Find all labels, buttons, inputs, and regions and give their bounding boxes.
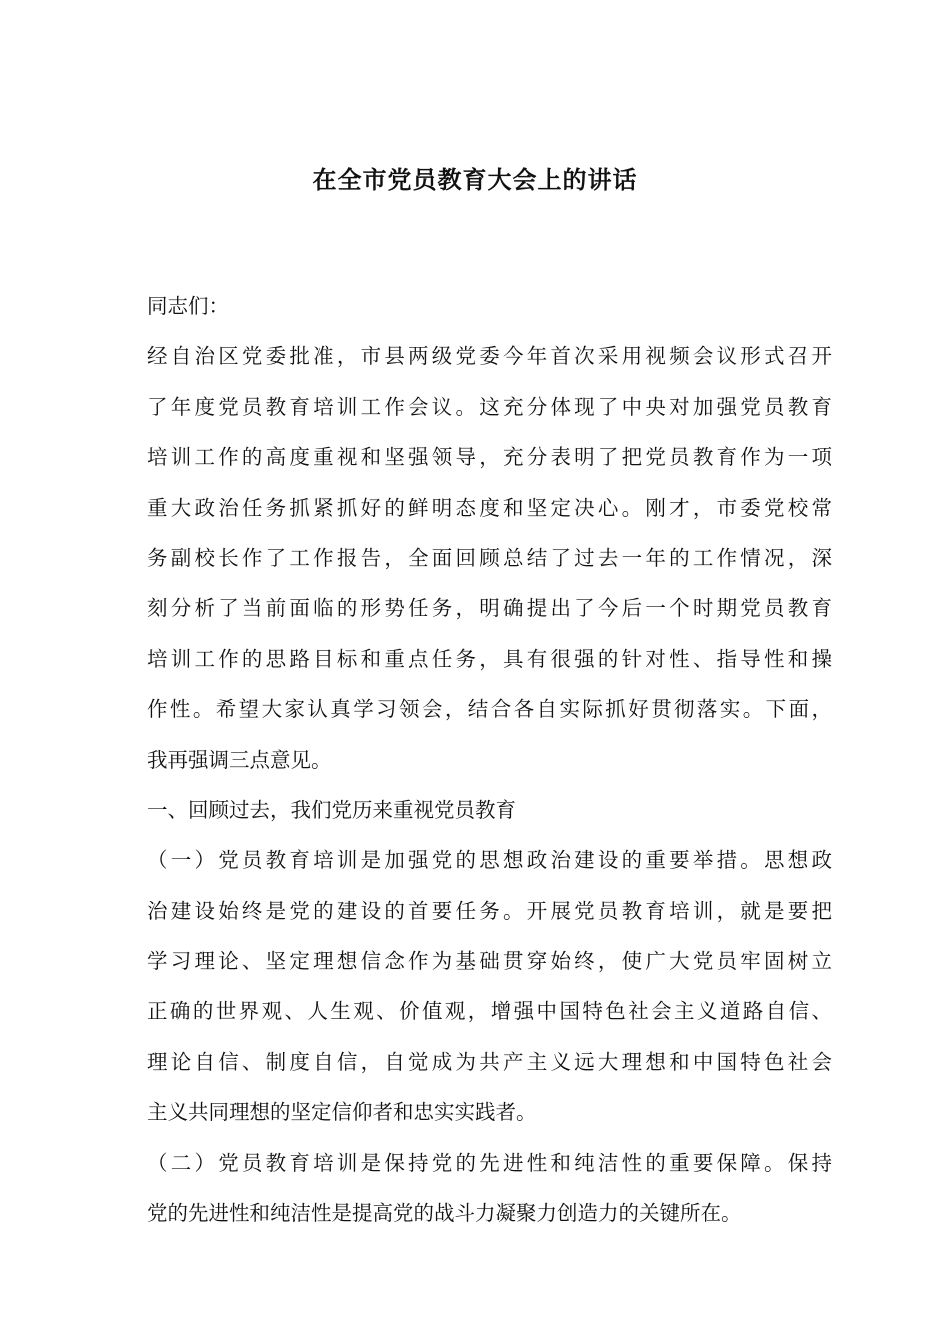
body-line: 党的先进性和纯洁性是提高党的战斗力凝聚力创造力的关键所在。 (147, 1201, 742, 1226)
body-line: 经自治区党委批准，市县两级党委今年首次采用视频会议形式召开 (147, 344, 832, 369)
body-line: 了年度党员教育培训工作会议。这充分体现了中央对加强党员教育 (147, 394, 832, 419)
body-line: 重大政治任务抓紧抓好的鲜明态度和坚定决心。刚才，市委党校常 (147, 495, 832, 520)
body-line: 正确的世界观、人生观、价值观，增强中国特色社会主义道路自信、 (147, 999, 832, 1024)
body-line: 作性。希望大家认真学习领会，结合各自实际抓好贯彻落实。下面， (147, 697, 832, 722)
body-line: 治建设始终是党的建设的首要任务。开展党员教育培训，就是要把 (147, 898, 832, 923)
body-line: （二）党员教育培训是保持党的先进性和纯洁性的重要保障。保持 (147, 1150, 832, 1175)
body-line: 同志们： (147, 294, 229, 318)
document-body (147, 281, 832, 1238)
body-line: 培训工作的思路目标和重点任务，具有很强的针对性、指导性和操 (147, 646, 832, 671)
body-line: 我再强调三点意见。 (147, 747, 332, 772)
body-line: 务副校长作了工作报告，全面回顾总结了过去一年的工作情况，深 (147, 545, 832, 570)
body-line: 刻分析了当前面临的形势任务，明确提出了今后一个时期党员教育 (147, 596, 832, 621)
body-line: 主义共同理想的坚定信仰者和忠实实践者。 (147, 1100, 537, 1125)
body-line: （一）党员教育培训是加强党的思想政治建设的重要举措。思想政 (147, 848, 832, 873)
document-title: 在全市党员教育大会上的讲话 (312, 166, 638, 194)
body-line: 培训工作的高度重视和坚强领导，充分表明了把党员教育作为一项 (147, 445, 832, 470)
body-line: 一、回顾过去，我们党历来重视党员教育 (147, 797, 516, 822)
body-line: 学习理论、坚定理想信念作为基础贯穿始终，使广大党员牢固树立 (147, 949, 832, 974)
body-line: 理论自信、制度自信，自觉成为共产主义远大理想和中国特色社会 (147, 1049, 832, 1074)
